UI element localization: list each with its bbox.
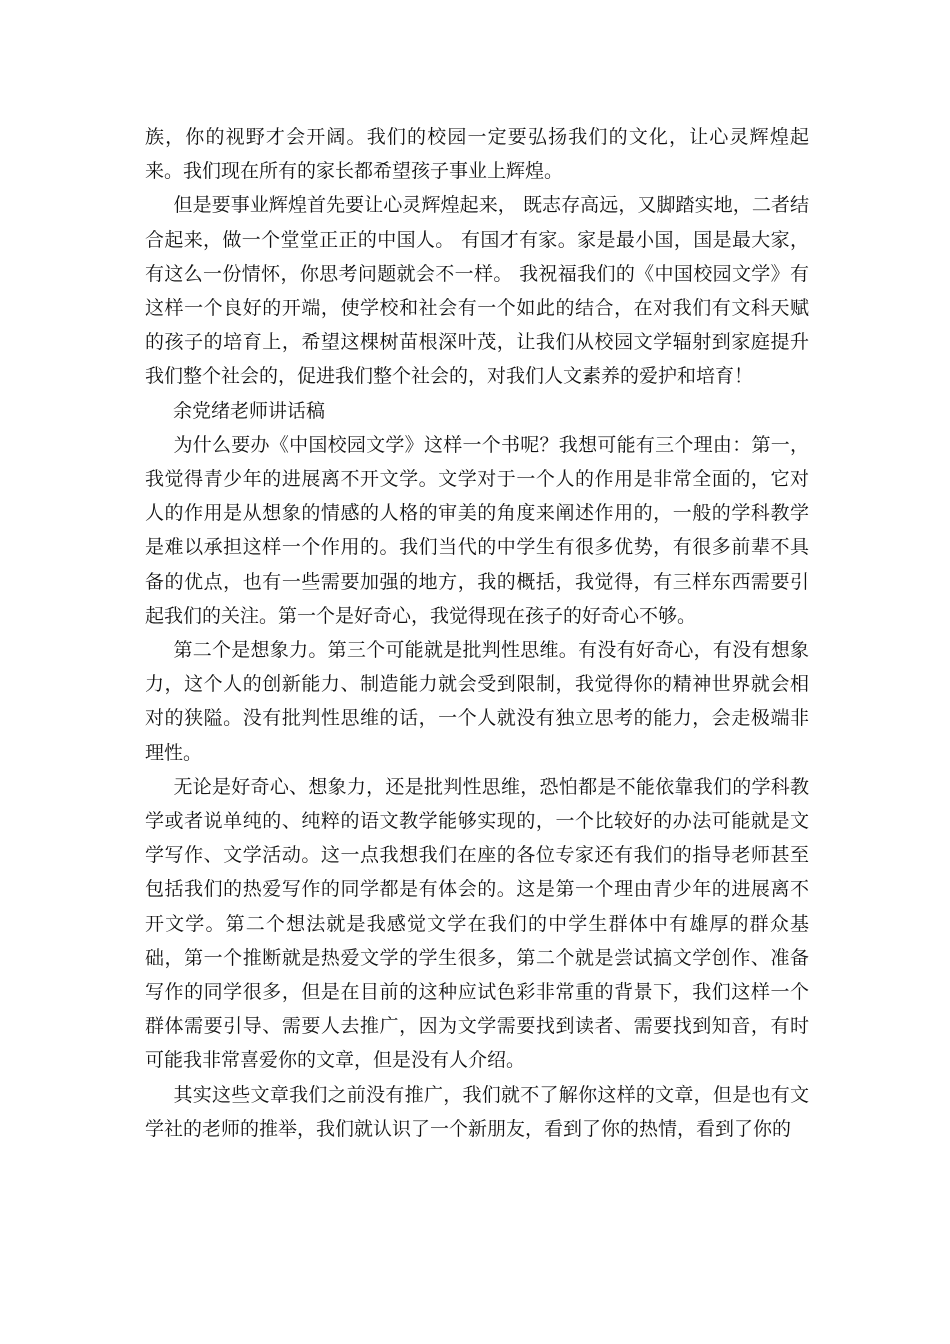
paragraph-literary-writing: 无论是好奇心、想象力，还是批判性思维，恐怕都是不能依靠我们的学科教学或者说单纯的、纯粹的语文教学能够实现的，一个比较好的办法可能就是文学写作、文学活动。这一点我想我们在座的各位专家还有我们的指导老师甚至包括我们的热爱写作的同学都是有体会的。这是第一个理由青少年的进展离不开文学。第二个想法就是我感觉文学在我们的中学生群体中有雄厚的群众基础，第一个推断就是热爱文学的学生很多，第二个就是尝试搞文学创作、准备写作的同学很多，但是在目前的这种应试色彩非常重的背景下，我们这样一个群体需要引导、需要人去推广，因为文学需要找到读者、需要找到知音，有时可能我非常喜爱你的文章，但是没有人介绍。 [145, 775, 809, 1072]
paragraph-promotion: 其实这些文章我们之前没有推广，我们就不了解你这样的文章，但是也有文学社的老师的推举，我们就认识了一个新朋友，看到了你的热情，看到了你的 [145, 1083, 809, 1140]
speech-heading: 余党绪老师讲话稿 [173, 399, 326, 422]
document-body [145, 120, 809, 1146]
paragraph-three-reasons: 为什么要办《中国校园文学》这样一个书呢？我想可能有三个理由：第一，我觉得青少年的进展离不开文学。文学对于一个人的作用是非常全面的，它对人的作用是从想象的情感的人格的审美的角度来阐述作用的，一般的学科教学是难以承担这样一个作用的。我们当代的中学生有很多优势，有很多前辈不具备的优点，也有一些需要加强的地方，我的概括，我觉得，有三样东西需要引起我们的关注。第一个是好奇心，我觉得现在孩子的好奇心不够。 [145, 433, 809, 627]
paragraph-career-brilliance: 但是要事业辉煌首先要让心灵辉煌起来， 既志存高远，又脚踏实地，二者结合起来，做一个堂堂正正的中国人。 有国才有家。家是最小国，国是最大家，有这么一份情怀，你思考问题就会不一样。 我祝福我们的《中国校园文学》有这样一个良好的开端，使学校和社会有一个如此的结合，在对我们有文科天赋的孩子的培育上，希望这棵树苗根深叶茂，让我们从校园文学辐射到家庭提升我们整个社会的，促进我们整个社会的，对我们人文素养的爱护和培育！ [145, 194, 809, 388]
paragraph-imagination: 第二个是想象力。第三个可能就是批判性思维。有没有好奇心，有没有想象力，这个人的创新能力、制造能力就会受到限制，我觉得你的精神世界就会相对的狭隘。没有批判性思维的话，一个人就没有独立思考的能力，会走极端非理性。 [145, 639, 809, 764]
paragraph-continuation: 族，你的视野才会开阔。我们的校园一定要弘扬我们的文化，让心灵辉煌起来。我们现在所有的家长都希望孩子事业上辉煌。 [145, 126, 809, 183]
